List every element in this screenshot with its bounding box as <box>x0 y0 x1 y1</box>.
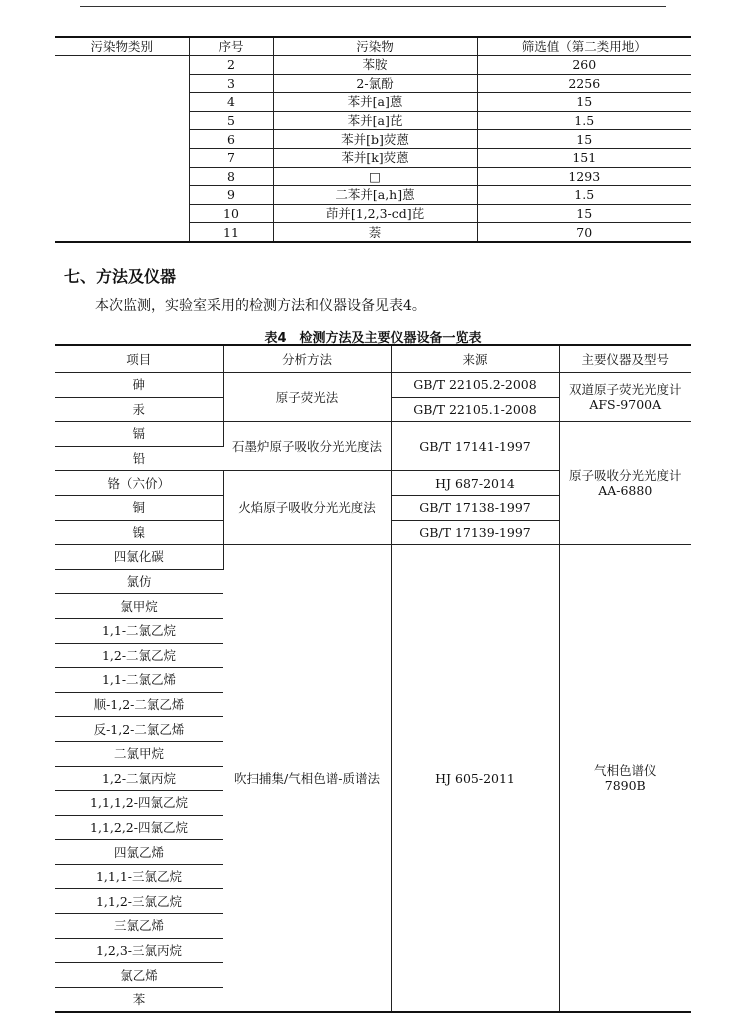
item-cell: 1,1-二氯乙烷 <box>55 618 223 643</box>
source-cell: GB/T 17138-1997 <box>391 495 559 520</box>
item-cell: 二氯甲烷 <box>55 741 223 766</box>
table-row <box>55 56 691 75</box>
index-cell: 5 <box>189 111 273 130</box>
col-header-index: 序号 <box>189 37 273 56</box>
item-cell: 1,1,1-三氯乙烷 <box>55 864 223 889</box>
method-cell: 原子荧光法 <box>223 373 391 422</box>
method-cell: 火焰原子吸收分光光度法 <box>223 471 391 545</box>
item-cell: 1,1-二氯乙烯 <box>55 668 223 693</box>
item-cell: 顺-1,2-二氯乙烯 <box>55 692 223 717</box>
item-cell: 氯仿 <box>55 569 223 594</box>
item-cell: 镍 <box>55 520 223 545</box>
item-cell: 1,2-二氯丙烷 <box>55 766 223 791</box>
pollutant-cell: □ <box>273 167 477 186</box>
screening-value-cell: 151 <box>477 148 691 167</box>
table-header-row <box>55 345 691 373</box>
col-header-category: 污染物类别 <box>55 37 189 56</box>
pollutant-cell: 苯并[k]荧蒽 <box>273 148 477 167</box>
index-cell: 3 <box>189 74 273 93</box>
table-row <box>55 373 691 398</box>
item-cell: 1,1,1,2-四氯乙烷 <box>55 791 223 816</box>
source-cell: GB/T 17141-1997 <box>391 422 559 471</box>
item-cell: 四氯乙烯 <box>55 840 223 865</box>
source-cell: GB/T 22105.1-2008 <box>391 397 559 422</box>
item-cell: 砷 <box>55 373 223 398</box>
source-cell: GB/T 17139-1997 <box>391 520 559 545</box>
method-instrument-table <box>55 344 691 1013</box>
index-cell: 4 <box>189 93 273 112</box>
index-cell: 2 <box>189 56 273 75</box>
instrument-model: AA-6880 <box>598 483 653 499</box>
item-cell: 1,1,2-三氯乙烷 <box>55 889 223 914</box>
screening-value-cell: 15 <box>477 204 691 223</box>
index-cell: 11 <box>189 223 273 242</box>
col-header-method: 分析方法 <box>223 345 391 373</box>
instrument-cell <box>559 422 691 545</box>
instrument-cell <box>559 373 691 422</box>
item-cell: 镉 <box>55 422 223 447</box>
table-row <box>55 422 691 447</box>
instrument-cell <box>559 545 691 1013</box>
pollutant-cell: 二苯并[a,h]蒽 <box>273 186 477 205</box>
method-cell: 石墨炉原子吸收分光光度法 <box>223 422 391 471</box>
instrument-name: 气相色谱仪 <box>593 763 657 779</box>
screening-value-cell: 1.5 <box>477 186 691 205</box>
screening-value-cell: 15 <box>477 130 691 149</box>
screening-value-cell: 1293 <box>477 167 691 186</box>
item-cell: 1,2,3-三氯丙烷 <box>55 938 223 963</box>
table-caption: 表4 检测方法及主要仪器设备一览表 <box>264 331 482 346</box>
table-header-row <box>55 37 691 56</box>
pollutant-screening-table <box>55 36 691 243</box>
instrument-name: 原子吸收分光光度计 <box>568 468 682 484</box>
col-header-pollutant: 污染物 <box>273 37 477 56</box>
pollutant-cell: 苯胺 <box>273 56 477 75</box>
section-heading: 七、方法及仪器 <box>64 267 177 286</box>
screening-value-cell: 2256 <box>477 74 691 93</box>
item-cell: 铅 <box>55 446 223 471</box>
pollutant-cell: 苯并[a]蒽 <box>273 93 477 112</box>
source-cell: GB/T 22105.2-2008 <box>391 373 559 398</box>
index-cell: 8 <box>189 167 273 186</box>
item-cell: 苯 <box>132 992 146 1008</box>
index-cell: 7 <box>189 148 273 167</box>
screening-value-cell: 70 <box>576 224 593 240</box>
method-cell: 吹扫捕集/气相色谱-质谱法 <box>223 545 391 1013</box>
pollutant-cell: 苯并[a]芘 <box>273 111 477 130</box>
pollutant-cell: 萘 <box>273 223 477 242</box>
item-cell: 铜 <box>55 495 223 520</box>
item-cell: 汞 <box>55 397 223 422</box>
pollutant-cell: 2-氯酚 <box>273 74 477 93</box>
item-cell: 1,2-二氯乙烷 <box>55 643 223 668</box>
section-paragraph: 本次监测，实验室采用的检测方法和仪器设备见表4。 <box>95 298 426 314</box>
index-cell: 6 <box>189 130 273 149</box>
table-row <box>55 545 691 570</box>
screening-value-cell: 260 <box>477 56 691 75</box>
source-cell: HJ 687-2014 <box>391 471 559 496</box>
category-cell <box>55 56 189 242</box>
pollutant-cell: 苯并[b]荧蒽 <box>273 130 477 149</box>
item-cell: 氯甲烷 <box>55 594 223 619</box>
header-rule <box>80 6 666 7</box>
index-cell: 10 <box>189 204 273 223</box>
item-cell: 氯乙烯 <box>55 963 223 988</box>
item-cell: 反-1,2-二氯乙烯 <box>55 717 223 742</box>
index-cell: 9 <box>189 186 273 205</box>
item-cell: 三氯乙烯 <box>55 914 223 939</box>
instrument-model: 7890B <box>604 778 646 794</box>
instrument-model: AFS-9700A <box>589 397 662 413</box>
screening-value-cell: 1.5 <box>477 111 691 130</box>
col-header-item: 项目 <box>55 345 223 373</box>
col-header-screening-value: 筛选值（第二类用地） <box>477 37 691 56</box>
item-cell: 1,1,2,2-四氯乙烷 <box>55 815 223 840</box>
col-header-instrument: 主要仪器及型号 <box>559 345 691 373</box>
col-header-source: 来源 <box>391 345 559 373</box>
item-cell: 铬（六价） <box>55 471 223 496</box>
item-cell: 四氯化碳 <box>55 545 223 570</box>
instrument-name: 双道原子荧光光度计 <box>568 382 682 398</box>
screening-value-cell: 15 <box>477 93 691 112</box>
pollutant-cell: 茚并[1,2,3-cd]芘 <box>273 204 477 223</box>
source-cell: HJ 605-2011 <box>391 545 559 1013</box>
